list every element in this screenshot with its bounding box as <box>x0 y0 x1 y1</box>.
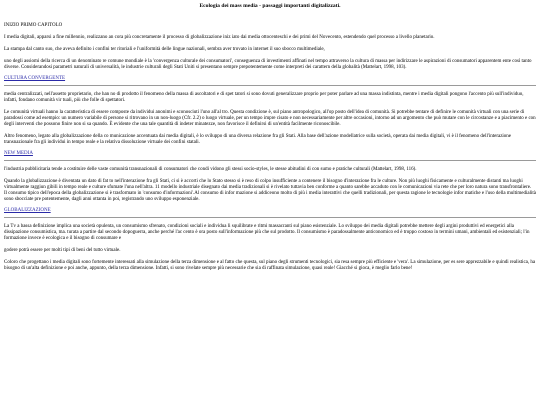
paragraph-9: Il consumo tipico dell'epoca della globalizzazione si è trasformato in 'consumo d'informazioni'.Al consumo di infor mazione si addiceono molto di più i media interattivi che quelli tradizionali, per questa ragione le tecnologie infor matiche e l'uso della multimedialità sono sbocciate pre potentemente, dagli anni ottanta in poi, registrando uno sviluppo esponenziale. <box>4 191 536 202</box>
cultura-convergente-link[interactable]: CULTURA CONVERGENTE <box>4 76 66 81</box>
new-media-link[interactable]: NEW MEDIA <box>4 151 33 156</box>
paragraph-8: Quando la globalizzazione è diventata un dato di fat to nell'interazione fra gli Stati, ci si è accorti che lo Stato stesso si è reso di colpo insufficiente a contenere il bisogno d'interazione fra le culture. Non più luoghi fisicamente e culturalmente distanti ma luoghi virtualmente raggiun gibili in tempo reale e culture sfumate l'una nell'altra. 11 modello industriale disegnato dai media tradizionali si è rivelato tuttavia ben conforme a quanto sarebbe accaduto con le comunicazioni via rete che per loro natura sono transfrontaliere. <box>4 179 532 190</box>
document-title: Ecologia dei mass media - passaggi importanti digitalizzati. <box>199 3 341 9</box>
paragraph-3: uno degli assiomi della ricerca di un denominato re comune mondiale è la 'convergenza culturale dei consumatori', conseguenza di investimenti affinati nel tempo attraverso la cultura di massa per indirizzare le aspirazioni di consumatori apparentem ente così tanto diverse. Considerandosi parametri naturali di universalità, le industrie culturali degli Stati Uniti si presentano sempre prepotentemente come interpreti dei carattern della globalità (Mattelart, 1998, 103). <box>4 59 532 70</box>
paragraph-4: media centralizzati, nell'assetto proprietario, che han no di prodotto il fenomeno della massa di ascoltatori e di spet tatori si sono dovuti generalizzare proprio per poter parlare ad una massa indistinta, mentre i media digitali pongono l'accento più sull'individuo, infatti, fondano comunità vir tuali, più che folle di spettatori. <box>4 92 524 103</box>
paragraph-1: I media digitali, apparsi a fine millennio, realizzano an cora più concretamente il processo di globalizzazione iniz iato dai media ottocenteschi e dei primi del Novecento, estendendo quel processo a livello planetario. <box>4 35 435 40</box>
paragraph-7: l'industria pubblicitaria tende a costituire delle vaste comunità transnazionali di consumatori che condi vidono gli stessi socio-styles, le stesse abitudini di con sumo e pratiche culturali (Mattelart, 1998, 116). <box>4 167 417 172</box>
paragraph-11: godere potrà essere per molti tipi di beni del tutto virtuale. <box>4 248 121 253</box>
paragraph-6: Altro fenomeno, legato alla globalizzazione della co municazione accentuata dai media digitali, è lo sviluppo di una diversa relazione fra gli Stati. Alla base dell'azione modellatrice sulla società, operata dai media digitali, vi è il fenomeno dell'interazione transnazionale fra gli individui in tempo reale e la relativa dissoluzione virtuale dei confini statali. <box>4 134 512 145</box>
paragraph-2: La stampa dal canto suo, che aveva definito i confini ter ritoriali e l'uniformità delle lingue nazionali, sembra aver trovato in internet il suo sbocco multimediale, <box>4 47 325 52</box>
paragraph-12: Coloro che progettano i media digitali sono fortemente interessati alla simulazione della terza dimensione e al fatto che questa, sul piano degli strumenti tecnologici, sia resa sempre più efficiente e 'vera'. La simulazione, per es sere apprezzabile e quindi realistica, ha bisogno di un'alta definizione e poi anche, appunto, della terza dimensione. Infatti, si sono rivelate sempre più necessarie che sia di raffinata simulazione, quasi reale! Giacché si gioca, è meglio farlo bene! <box>4 260 536 271</box>
chapter-heading: INIZIO PRIMO CAPITOLO <box>4 23 63 28</box>
paragraph-5: Le comunità virtuali hanno la caratteristica di essere composte da individui anonimi e sconosciuti l'uno all'al tro. Questa condizione è, sul piano antropologico, all'op posto dell'idea di comunità. Si potrebbe tentare di definire le comunità virtuali con una serie di paradossi come ad esempio: un numero variabile di persone si ritrovano in un non-luogo (Cfr. 2.2) o luogo virtuale, per un tempo impre cisato e non necessariamente per altre occasioni, intorno ad un argomento che può mutare con le circostanze e a piacimento e con degli interventi che possono finire non si sa quando. È evidente che una tale quantità di indeter minatezze, non favorisce il definirsi di un'entità facilmente riconoscibile. <box>4 110 536 127</box>
document-page <box>0 3 540 408</box>
paragraph-10: La Tv a bassa definizione implica una società opulenta, un consumismo sfrenato, condizioni sociali e individua li squilibrate e ritmi massacranti sul piano esistenziale. Lo sviluppo dei media digitali potrebbe mettere degli argini produttivi ed energetici alla dissipazione consumistica, ma. turata a partire dal secondo dopoguerra, anche perché l'ac cento è ora posto sull'informazione più che sul prodotto. Il consumismo è paradossalmente anticonomico ed è troppo costoso in termini umani, ambientali ed esistenziali; l'in formazione invece è ecologica e il bisogno di consumare e <box>4 224 530 241</box>
globalizzazione-link[interactable]: GLOBALIZZAZIONE <box>4 208 51 213</box>
